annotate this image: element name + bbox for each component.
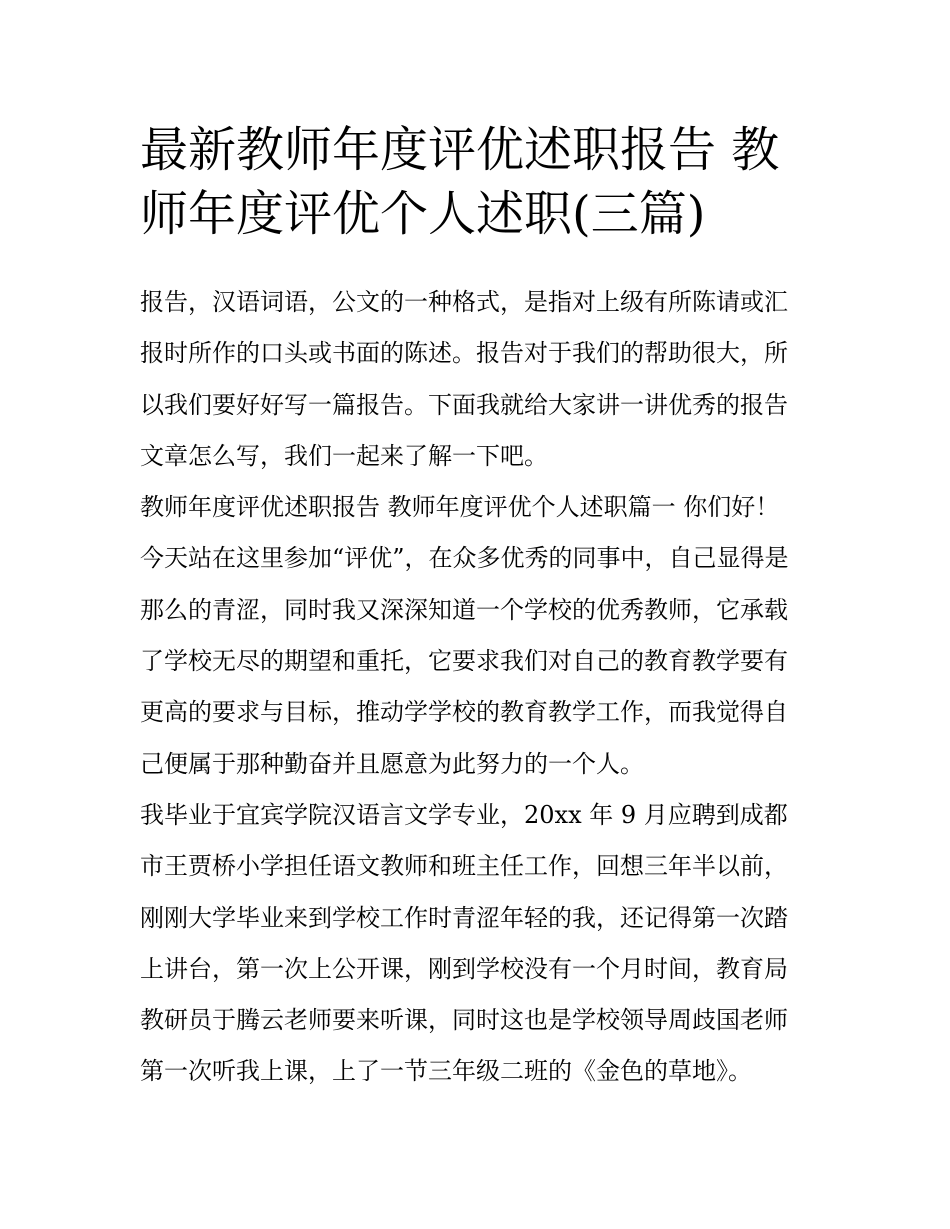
title-line: 师年度评优个人述职(三篇) (140, 186, 706, 242)
document-body (140, 277, 830, 1098)
paragraph-background (140, 790, 830, 1098)
text-line: 了学校无尽的期望和重托，它要求我们对自己的教育教学要有 (140, 647, 788, 676)
text-line: 教师年度评优述职报告 教师年度评优个人述职篇一 你们好！ (140, 493, 780, 522)
text-line: 今天站在这里参加“评优”，在众多优秀的同事中，自己显得是 (140, 544, 789, 573)
text-line: 教研员于腾云老师要来听课，同时这也是学校领导周歧国老师 (140, 1006, 788, 1035)
text-line: 市王贾桥小学担任语文教师和班主任工作，回想三年半以前， (140, 852, 788, 881)
document-title (140, 118, 830, 246)
text-line: 报告，汉语词语，公文的一种格式，是指对上级有所陈请或汇 (140, 288, 788, 316)
text-line: 文章怎么写，我们一起来了解一下吧。 (140, 441, 548, 470)
text-line: 己便属于那种勤奋并且愿意为此努力的一个人。 (140, 749, 644, 778)
title-line: 最新教师年度评优述职报告 教 (140, 122, 780, 178)
text-line: 刚刚大学毕业来到学校工作时青涩年轻的我，还记得第一次踏 (140, 903, 788, 932)
paragraph-intro (140, 277, 830, 482)
paragraph-greeting (140, 482, 830, 790)
text-line: 更高的要求与目标，推动学学校的教育教学工作，而我觉得自 (140, 698, 788, 727)
text-line: 报时所作的口头或书面的陈述。报告对于我们的帮助很大，所 (140, 339, 788, 368)
text-line: 第一次听我上课，上了一节三年级二班的《金色的草地》。 (140, 1057, 752, 1086)
text-line: 那么的青涩，同时我又深深知道一个学校的优秀教师，它承载 (140, 595, 788, 624)
text-line: 上讲台，第一次上公开课，刚到学校没有一个月时间，教育局 (140, 954, 788, 983)
text-line: 我毕业于宜宾学院汉语言文学专业，20xx 年 9 月应聘到成都 (140, 800, 788, 829)
text-line: 以我们要好好写一篇报告。下面我就给大家讲一讲优秀的报告 (140, 390, 788, 419)
